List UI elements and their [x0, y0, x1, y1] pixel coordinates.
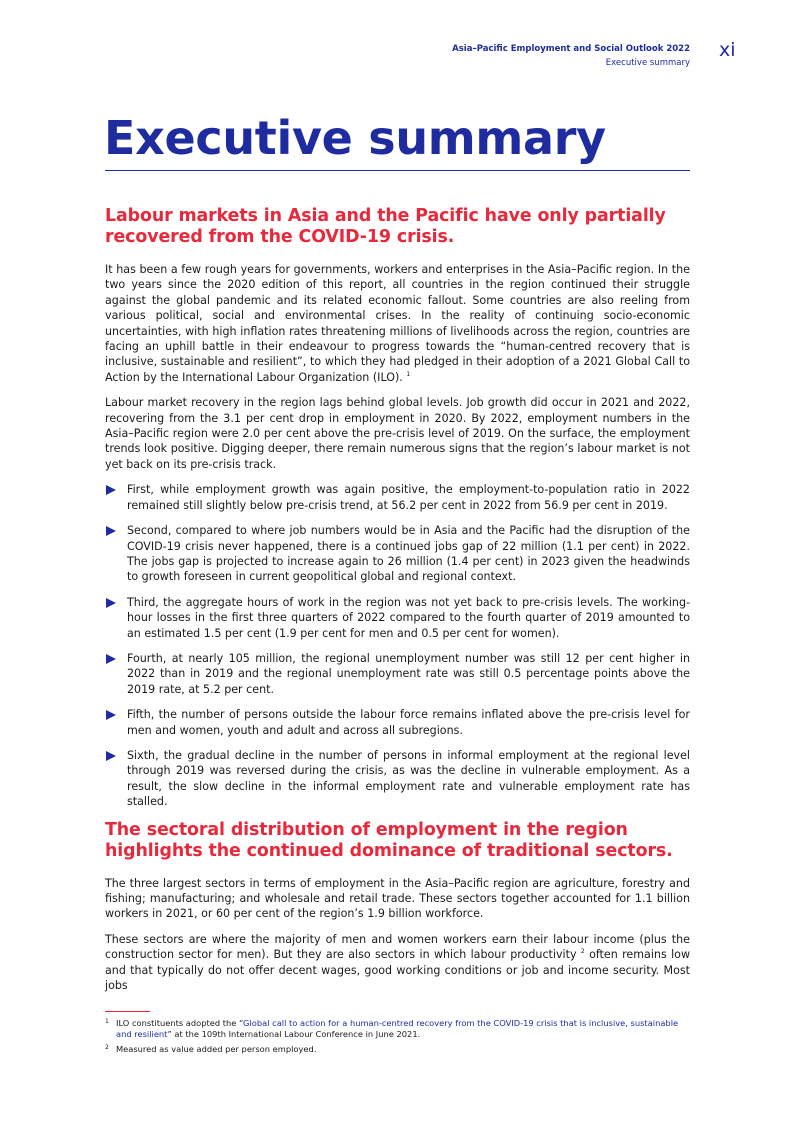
- triangle-bullet-icon: [106, 526, 116, 536]
- report-title: Asia–Pacific Employment and Social Outlook 2022: [452, 44, 690, 54]
- paragraph: [105, 262, 690, 385]
- footnote-1: [105, 1018, 690, 1040]
- global-call-link[interactable]: Global call to action for a human-centred recovery from the COVID-19 crisis that is inclusive, sustainable and resilient: [116, 1018, 679, 1039]
- main-content: [105, 206, 690, 1003]
- section-heading-sectoral-distribution: The sectoral distribution of employment in the region highlights the continued dominance of traditional sectors.: [105, 819, 673, 861]
- list-item-text: Fifth, the number of persons outside the labour force remains inflated above the pre-crisis level for men and women, youth and adult and across all subregions.: [127, 708, 690, 737]
- paragraph-text: often remains low and that typically do not offer decent wages, good working conditions or job and income security. Most jobs: [105, 948, 691, 993]
- list-item: [105, 595, 690, 641]
- title-divider: [105, 170, 690, 171]
- list-item-text: Second, compared to where job numbers would be in Asia and the Pacific had the disruption of the COVID-19 crisis never happened, there is a continued jobs gap of 22 million (1.1 per cent) in 2022. The jobs gap is projected to increase again to 26 million (1.4 per cent) in 2023 given the headwinds to growth foreseen in current geopolitical global and regional context.: [127, 524, 690, 584]
- running-header: [452, 42, 690, 70]
- list-item: [105, 523, 690, 585]
- bullet-list: [105, 482, 690, 809]
- triangle-bullet-icon: [106, 485, 116, 495]
- list-item-text: Sixth, the gradual decline in the number of persons in informal employment at the regional level through 2019 was reversed during the crisis, as was the decline in vulnerable employment. As a result, the slow decline in the informal employment rate and vulnerable employment rate has stalled.: [127, 748, 690, 809]
- chapter-name: Executive summary: [605, 58, 690, 68]
- footnote-text: ILO constituents adopted the “: [116, 1018, 244, 1028]
- footnote-2: [105, 1044, 690, 1055]
- footnote-reference[interactable]: 2: [580, 948, 585, 956]
- footnote-reference[interactable]: 1: [406, 370, 411, 378]
- list-item: [105, 482, 690, 513]
- footnote-text: ” at the 109th International Labour Conference in June 2021.: [167, 1029, 421, 1039]
- section-heading-labour-markets: Labour markets in Asia and the Pacific have only partially recovered from the COVID-19 crisis.: [105, 206, 666, 247]
- footnote-number: 1: [105, 1018, 109, 1025]
- footnotes: [105, 1011, 690, 1059]
- list-item-text: Third, the aggregate hours of work in the region was not yet back to pre-crisis levels. The working-hour losses in the first three quarters of 2022 compared to the fourth quarter of 2019 amounted to an estimated 1.5 per cent (1.9 per cent for men and 0.5 per cent for women).: [127, 595, 690, 640]
- paragraph: Labour market recovery in the region lags behind global levels. Job growth did occur in 2021 and 2022, recovering from the 3.1 per cent drop in employment in 2020. By 2022, employment numbers in the Asia–Pacific region were 2.0 per cent above the pre-crisis level of 2019. On the surface, the employment trends look positive. Digging deeper, there remain numerous signs that the region’s labour market is not yet back on its pre-crisis track.: [105, 396, 690, 471]
- triangle-bullet-icon: [106, 751, 116, 761]
- footnote-number: 2: [105, 1044, 109, 1051]
- footnote-divider: [105, 1011, 150, 1012]
- paragraph: [105, 932, 690, 994]
- triangle-bullet-icon: [106, 654, 116, 664]
- page-title: Executive summary: [104, 111, 606, 165]
- list-item-text: First, while employment growth was again positive, the employment-to-population ratio in 2022 remained still slightly below pre-crisis trend, at 56.2 per cent in 2022 from 56.9 per cent in 2019.: [127, 483, 690, 512]
- page-number: xi: [719, 39, 736, 61]
- paragraph-text: These sectors are where the majority of men and women workers earn their labour income (plus the construction sector for men). But they are also sectors in which labour productivity: [105, 932, 690, 962]
- list-item: [105, 748, 690, 810]
- list-item: [105, 707, 690, 738]
- footnote-text: Measured as value added per person employed.: [116, 1044, 317, 1054]
- triangle-bullet-icon: [106, 710, 116, 720]
- list-item-text: Fourth, at nearly 105 million, the regional unemployment number was still 12 per cent higher in 2022 than in 2019 and the regional unemployment rate was still 0.5 percentage points above the 2019 rate, at 5.2 per cent.: [127, 651, 690, 696]
- triangle-bullet-icon: [106, 598, 116, 608]
- paragraph-text: It has been a few rough years for governments, workers and enterprises in the Asia–Pacific region. In the two years since the 2020 edition of this report, all countries in the region continued their struggle against the global pandemic and its related economic fallout. Some countries are also reeling from various political, social and environmental crises. In the reality of continuing socio-economic uncertainties, with high inflation rates threatening millions of livelihoods across the region, countries are facing an uphill battle in their endeavour to progress towards the “human-centred recovery that is inclusive, sustainable and resilient”, to which they had pledged in their adoption of a 2021 Global Call to Action by the International Labour Organization (ILO).: [105, 263, 690, 384]
- list-item: [105, 651, 690, 697]
- paragraph: The three largest sectors in terms of employment in the Asia–Pacific region are agriculture, forestry and fishing; manufacturing; and wholesale and retail trade. These sectors together accounted for 1.1 billion workers in 2021, or 60 per cent of the region’s 1.9 billion workforce.: [105, 876, 690, 921]
